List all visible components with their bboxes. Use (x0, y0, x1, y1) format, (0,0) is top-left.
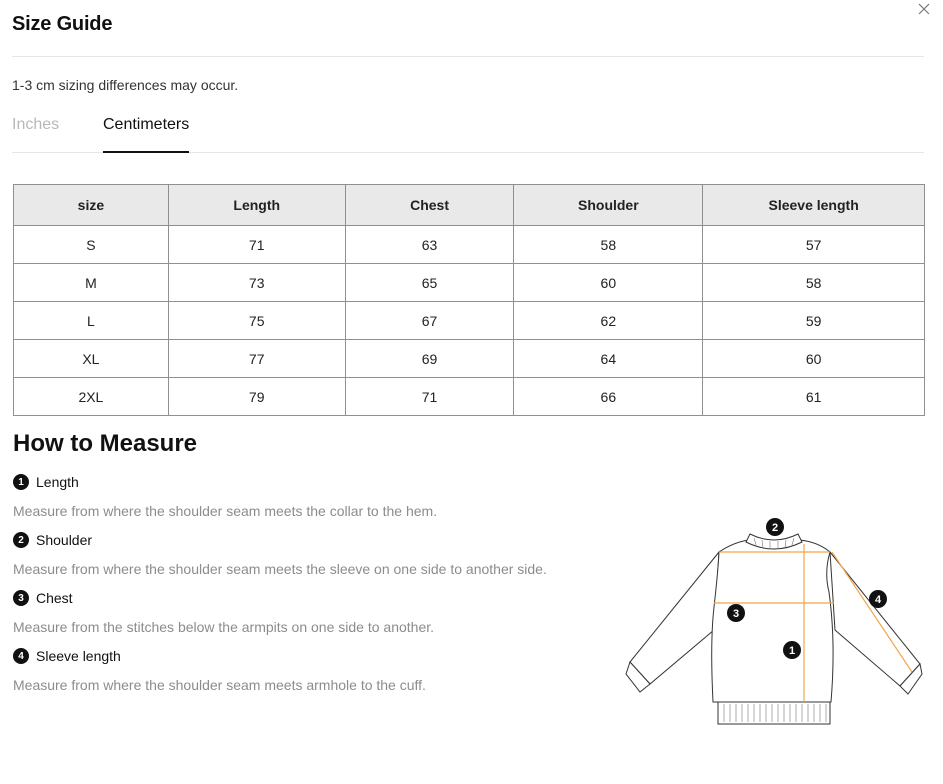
cell-length: 77 (168, 340, 345, 378)
table-row (14, 226, 925, 264)
cell-size: 2XL (14, 378, 169, 416)
size-table (13, 184, 925, 416)
svg-text:3: 3 (732, 608, 740, 620)
sizing-note: 1-3 cm sizing differences may occur. (12, 77, 239, 93)
measure-label: Length (36, 474, 79, 490)
cell-chest: 65 (345, 264, 514, 302)
cell-chest: 67 (345, 302, 514, 340)
cell-sleeve-length: 58 (703, 264, 925, 302)
table-header-row (14, 185, 925, 226)
measure-label: Chest (36, 590, 73, 606)
header-sleeve-length: Sleeve length (703, 185, 925, 226)
cell-length: 79 (168, 378, 345, 416)
svg-text:1: 1 (788, 645, 796, 657)
header-length: Length (168, 185, 345, 226)
measure-desc: Measure from the stitches below the armpits on one side to another. (13, 619, 435, 635)
cell-shoulder: 66 (514, 378, 703, 416)
sweater-measure-diagram-icon (622, 512, 927, 732)
modal-title: Size Guide (12, 13, 113, 35)
cell-size: S (14, 226, 169, 264)
svg-text:2: 2 (771, 522, 779, 534)
cell-length: 73 (168, 264, 345, 302)
measure-item-shoulder (13, 532, 92, 548)
table-row (14, 302, 925, 340)
cell-length: 75 (168, 302, 345, 340)
measure-desc: Measure from where the shoulder seam meets armhole to the cuff. (13, 677, 426, 693)
measure-label: Sleeve length (36, 648, 121, 664)
cell-shoulder: 60 (514, 264, 703, 302)
table-row (14, 340, 925, 378)
measure-desc: Measure from where the shoulder seam meets the collar to the hem. (13, 503, 438, 519)
cell-shoulder: 62 (514, 302, 703, 340)
measure-item-sleeve-length (13, 648, 121, 664)
number-badge-icon: 1 (13, 474, 29, 490)
close-icon[interactable] (917, 2, 931, 16)
measure-item-length (13, 474, 79, 490)
cell-size: XL (14, 340, 169, 378)
table-row (14, 378, 925, 416)
cell-size: M (14, 264, 169, 302)
measure-desc: Measure from where the shoulder seam meets the sleeve on one side to another side. (13, 561, 547, 577)
number-badge-icon: 3 (13, 590, 29, 606)
unit-tabs (12, 111, 924, 153)
cell-sleeve-length: 61 (703, 378, 925, 416)
tab-inches[interactable]: Inches (12, 116, 60, 133)
measure-item-chest (13, 590, 73, 606)
cell-sleeve-length: 57 (703, 226, 925, 264)
svg-text:4: 4 (874, 594, 882, 606)
header-divider (12, 56, 924, 57)
cell-sleeve-length: 59 (703, 302, 925, 340)
cell-chest: 63 (345, 226, 514, 264)
cell-chest: 71 (345, 378, 514, 416)
tab-centimeters[interactable]: Centimeters (103, 116, 189, 153)
header-shoulder: Shoulder (514, 185, 703, 226)
header-size: size (14, 185, 169, 226)
number-badge-icon: 2 (13, 532, 29, 548)
cell-sleeve-length: 60 (703, 340, 925, 378)
table-row (14, 264, 925, 302)
cell-shoulder: 58 (514, 226, 703, 264)
cell-size: L (14, 302, 169, 340)
measure-label: Shoulder (36, 532, 93, 548)
cell-chest: 69 (345, 340, 514, 378)
cell-shoulder: 64 (514, 340, 703, 378)
number-badge-icon: 4 (13, 648, 29, 664)
header-chest: Chest (345, 185, 514, 226)
cell-length: 71 (168, 226, 345, 264)
how-to-measure-title: How to Measure (13, 430, 198, 457)
